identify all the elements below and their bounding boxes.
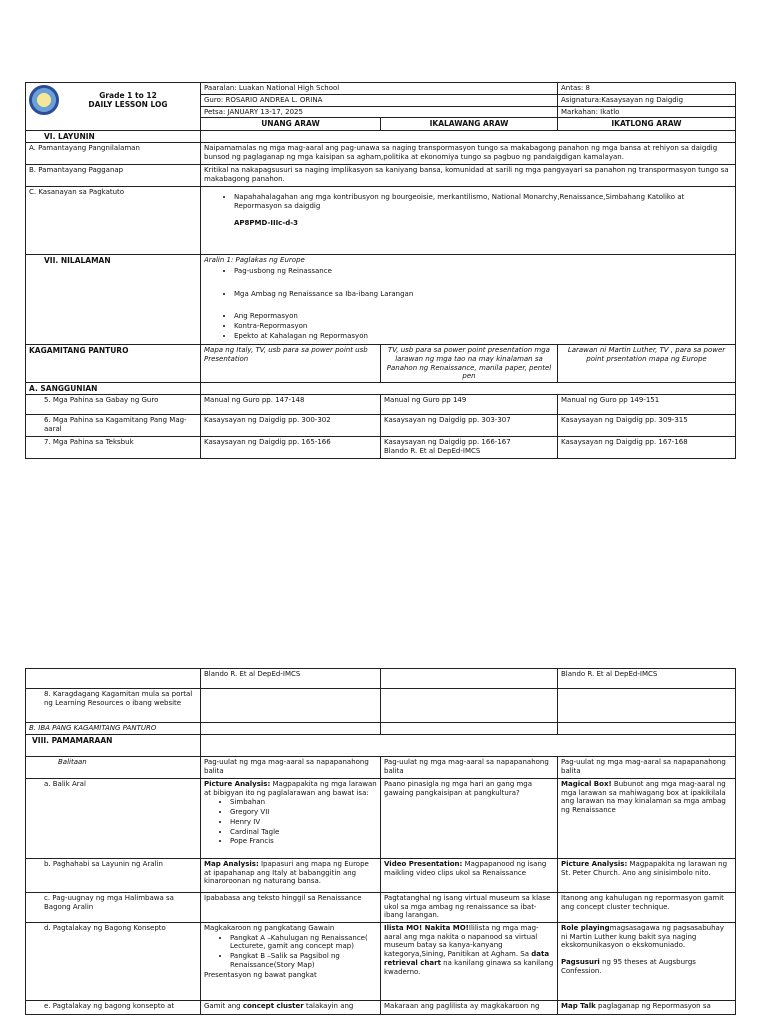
paaralan-field: Paaralan: Luakan National High School <box>201 83 558 95</box>
sanggunian-day3: Manual ng Guro pp 149-151 <box>558 395 736 415</box>
ilista-title: Ilista MO! Nakita MO! <box>384 923 469 932</box>
paghahabi-day2 <box>381 858 558 892</box>
nilalaman-cell <box>201 255 736 345</box>
kasanayan-bullet: • Napahahalagahan ang mga kontribusyon ng bourgeoisie, merkantilismo, National Monarchy,Renaissance,Simbahang Katoliko at Repormasyon sa daigdig <box>234 193 732 211</box>
map-analysis-title: Map Analysis: <box>204 859 259 868</box>
day2-heading: IKALAWANG ARAW <box>381 118 558 130</box>
empty-cell <box>201 734 736 756</box>
topic-item: • Epekto at Kahalagan ng Repormasyon <box>234 332 732 341</box>
empty-cell <box>201 130 736 142</box>
pag-uugnay-day3: Itanong ang kahulugan ng repormasyon gamit ang concept cluster technique. <box>558 892 736 922</box>
map-analysis-text: Ipapasuri ang mapa ng Europe at ipapahanap ang Italy at babanggitin ang kinaroroonan ng naturang bansa. <box>204 859 369 886</box>
layunin-heading: VI. LAYUNIN <box>26 130 201 142</box>
balik-aral-list-item: • Gregory VII <box>230 808 377 817</box>
aralin-title: Aralin 1: Paglakas ng Europe <box>204 256 305 264</box>
picture-analysis-title: Picture Analysis: <box>561 859 628 868</box>
pagtalakay2-d1-b: talakayin ang <box>303 1001 354 1010</box>
asignatura-field: Asignatura:Kasaysayan ng Daigdig <box>558 94 736 106</box>
empty-cell <box>558 689 736 723</box>
pangkat-item: • Pangkat B –Salik sa Pagsibol ng Renaissance(Story Map) <box>230 952 377 970</box>
sanggunian-row-label: 5. Mga Pahina sa Gabay ng Guro <box>26 395 201 415</box>
balitaan-day1: Pag-uulat ng mga mag-aaral sa napapanahong balita <box>201 756 381 778</box>
balik-aral-label: a. Balik Aral <box>26 778 201 858</box>
sanggunian-day3: Kasaysayan ng Daigdig pp. 309-315 <box>558 415 736 437</box>
map-talk-title: Map Talk <box>561 1001 596 1010</box>
balik-aral-list-item: • Simbahan <box>230 798 377 807</box>
sanggunian-day2: Kasaysayan ng Daigdig pp. 303-307 <box>381 415 558 437</box>
picture-analysis-title: Picture Analysis: <box>204 779 271 788</box>
sanggunian-day1: Manual ng Guro pp. 147-148 <box>201 395 381 415</box>
presentasyon-text: Presentasyon ng bawat pangkat <box>204 970 317 979</box>
karagdagang-kagamitan-label: 8. Karagdagang Kagamitan mula sa portal ng Learning Resources o ibang website <box>26 689 201 723</box>
kagamitan-label: KAGAMITANG PANTURO <box>26 345 201 383</box>
balik-aral-list-item: • Pope Francis <box>230 837 377 846</box>
empty-cell <box>26 669 201 689</box>
nilalaman-heading: VII. NILALAMAN <box>26 255 201 345</box>
empty-cell <box>201 383 736 395</box>
magical-box-text: Bubunot ang mga mag-aaral ng mga larawan sa mahiwagang box at ipakikilala ang larawan na may kinalaman sa mga ambag ng Renaissance <box>561 779 726 814</box>
kasanayan-cell <box>201 187 736 255</box>
kagamitan-day2: TV, usb para sa power point presentation mga larawan ng mga tao na may kinalaman sa Panahon ng Renaissance, manila paper, pentel pen <box>381 345 558 383</box>
iba-pang-kagamitan-label: B. IBA PANG KAGAMITANG PANTURO <box>26 723 201 735</box>
balik-aral-day1 <box>201 778 381 858</box>
petsa-field: Petsa: JANUARY 13-17, 2025 <box>201 106 558 118</box>
sanggunian-day2: Manual ng Guro pp 149 <box>381 395 558 415</box>
sanggunian-heading: A. SANGGUNIAN <box>26 383 201 395</box>
topic-item: • Ang Repormasyon <box>234 312 732 321</box>
balik-aral-day3 <box>558 778 736 858</box>
blando-day3: Blando R. Et al DepEd-IMCS <box>558 669 736 689</box>
empty-cell <box>558 723 736 735</box>
logo-title-cell <box>26 83 201 131</box>
video-presentation-text: Magpapanood ng isang maikling video clips ukol sa Renaissance <box>384 859 547 877</box>
sanggunian-day3: Kasaysayan ng Daigdig pp. 167-168 <box>558 437 736 459</box>
pamantayang-pangnilalaman-label: A. Pamantayang Pangnilalaman <box>26 143 201 165</box>
day1-heading: UNANG ARAW <box>201 118 381 130</box>
paghahabi-day3 <box>558 858 736 892</box>
balik-aral-list-item: • Henry IV <box>230 818 377 827</box>
procedure-table <box>25 668 736 1015</box>
pagtalakay2-day2: Makaraan ang paglilista ay magkakaroon ng <box>381 1000 558 1014</box>
pangkatang-gawain-intro: Magkakaroon ng pangkatang Gawain <box>204 923 335 932</box>
sanggunian-row-label: 6. Mga Pahina sa Kagamitang Pang Mag-aaral <box>26 415 201 437</box>
pagtalakay2-day1 <box>201 1000 381 1014</box>
topic-item: • Mga Ambag ng Renaissance sa Iba-ibang Larangan <box>234 290 732 299</box>
sanggunian-day1: Kasaysayan ng Daigdig pp. 165-166 <box>201 437 381 459</box>
empty-cell <box>381 723 558 735</box>
kasanayan-label: C. Kasanayan sa Pagkatuto <box>26 187 201 255</box>
topic-item: • Pag-usbong ng Reinassance <box>234 267 732 276</box>
sanggunian-row-label: 7. Mga Pahina sa Teksbuk <box>26 437 201 459</box>
pagtalakay2-label: e. Pagtalakay ng bagong konsepto at <box>26 1000 201 1014</box>
balitaan-day3: Pag-uulat ng mga mag-aaral sa napapanahong balita <box>558 756 736 778</box>
pag-uugnay-day1: Ipababasa ang teksto hinggil sa Renaissance <box>201 892 381 922</box>
pagtalakay2-day3 <box>558 1000 736 1014</box>
kasanayan-code: AP8PMD-IIIc-d-3 <box>234 218 299 227</box>
pag-uugnay-label: c. Pag-uugnay ng mga Halimbawa sa Bagong Aralin <box>26 892 201 922</box>
sanggunian-day2-line2: Blando R. Et al DepEd-IMCS <box>384 447 481 456</box>
map-talk-text: paglaganap ng Repormasyon sa <box>595 1001 711 1010</box>
lesson-log-header-table <box>25 82 736 459</box>
data-retrieval-chart-text: data retrieval chart <box>384 950 550 967</box>
ilista-text-end: na kanilang ginawa sa kanilang kwaderno. <box>384 958 554 976</box>
video-presentation-title: Video Presentation: <box>384 859 463 868</box>
deped-seal-icon <box>29 85 59 115</box>
balik-aral-day2: Paano pinasigla ng mga hari an gang mga gawaing pangkaisipan at pangkultura? <box>381 778 558 858</box>
concept-cluster-text: concept cluster <box>242 1001 304 1010</box>
empty-cell <box>201 689 381 723</box>
day3-heading: IKATLONG ARAW <box>558 118 736 130</box>
markahan-field: Markahan: Ikatlo <box>558 106 736 118</box>
sanggunian-day2-line1: Kasaysayan ng Daigdig pp. 166-167 <box>384 438 511 447</box>
kagamitan-day3: Larawan ni Martin Luther, TV , para sa power point prsentation mapa ng Europe <box>558 345 736 383</box>
pag-uugnay-day2: Pagtatanghal ng isang virtual museum sa klase ukol sa mga ambag ng renaissance sa ibat-ibang larangan. <box>381 892 558 922</box>
role-playing-title: Role playing <box>561 923 610 932</box>
role-playing-text: magsasagawa ng pagsasabuhay ni Martin Luther kung bakit sya naging ekskomunikasyon o ekskomuniado. <box>561 923 724 950</box>
ilista-text: Ililista ng mga mag-aaral ang mga nakita o napanood sa virtual museum batay sa kanya-kanyang kategorya,Sining, Panitikan at Agham. Sa <box>384 923 539 958</box>
balitaan-label: Balitaan <box>26 756 201 778</box>
grade-label: Grade 1 to 12 <box>99 90 157 100</box>
paghahabi-label: b. Paghahabi sa Layunin ng Aralin <box>26 858 201 892</box>
balitaan-day2: Pag-uulat ng mga mag-aaral sa napapanahong balita <box>381 756 558 778</box>
pagtalakay-label: d. Pagtalakay ng Bagong Konsepto <box>26 922 201 1000</box>
sanggunian-day1: Kasaysayan ng Daigdig pp. 300-302 <box>201 415 381 437</box>
paghahabi-day1 <box>201 858 381 892</box>
magical-box-title: Magical Box! <box>561 779 612 788</box>
pagtalakay-day2 <box>381 922 558 1000</box>
pagtalakay-day1 <box>201 922 381 1000</box>
pagtalakay2-d1-a: Gamit ang <box>204 1001 243 1010</box>
kagamitan-day1: Mapa ng Italy, TV, usb para sa power point usb Presentation <box>201 345 381 383</box>
picture-analysis-text: Magpapakita ng larawan ng St. Peter Church. Ano ang sinisimbolo nito. <box>561 859 728 877</box>
empty-cell <box>381 669 558 689</box>
balik-aral-list-item: • Cardinal Tagle <box>230 828 377 837</box>
pamamaraan-heading: VIII. PAMAMARAAN <box>26 734 201 756</box>
sanggunian-day2 <box>381 437 558 459</box>
log-title: DAILY LESSON LOG <box>88 100 168 109</box>
topic-item: • Kontra-Repormasyon <box>234 322 732 331</box>
antas-field: Antas: 8 <box>558 83 736 95</box>
pamantayang-pangnilalaman-text: Naipamamalas ng mga mag-aaral ang pag-unawa sa naging transpormasyon tungo sa makabagong panahon ng mga bansa at rehiyon sa daigdig bunsod ng paglaganap ng mga kaisipan sa agham,politika at ekonomiya tungo sa pagbuo ng pandaigdigan kamalayan. <box>201 143 736 165</box>
pagtalakay-day3 <box>558 922 736 1000</box>
pagsusuri-title: Pagsusuri <box>561 958 600 966</box>
blando-day1: Blando R. Et al DepEd-IMCS <box>201 669 381 689</box>
pamantayang-pagganap-text: Kritikal na nakapagsusuri sa naging implikasyon sa kaniyang bansa, komunidad at sarili ng mga pangyayari sa panahon ng transpormasyon tungo sa makabagong panahon. <box>201 165 736 187</box>
pamantayang-pagganap-label: B. Pamantayang Pagganap <box>26 165 201 187</box>
picture-analysis-text: Magpapakita ng mga larawan at bibigyan ito ng paglalarawan ang bawat isa: <box>204 779 377 797</box>
guro-field: Guro: ROSARIO ANDREA L. ORINA <box>201 94 558 106</box>
pagsusuri-text: ng 95 theses at Augsburgs Confession. <box>561 958 696 975</box>
empty-cell <box>381 689 558 723</box>
empty-cell <box>201 723 381 735</box>
pangkat-item: • Pangkat A –Kahulugan ng Renaissance( Lecturete, gamit ang concept map) <box>230 934 377 952</box>
